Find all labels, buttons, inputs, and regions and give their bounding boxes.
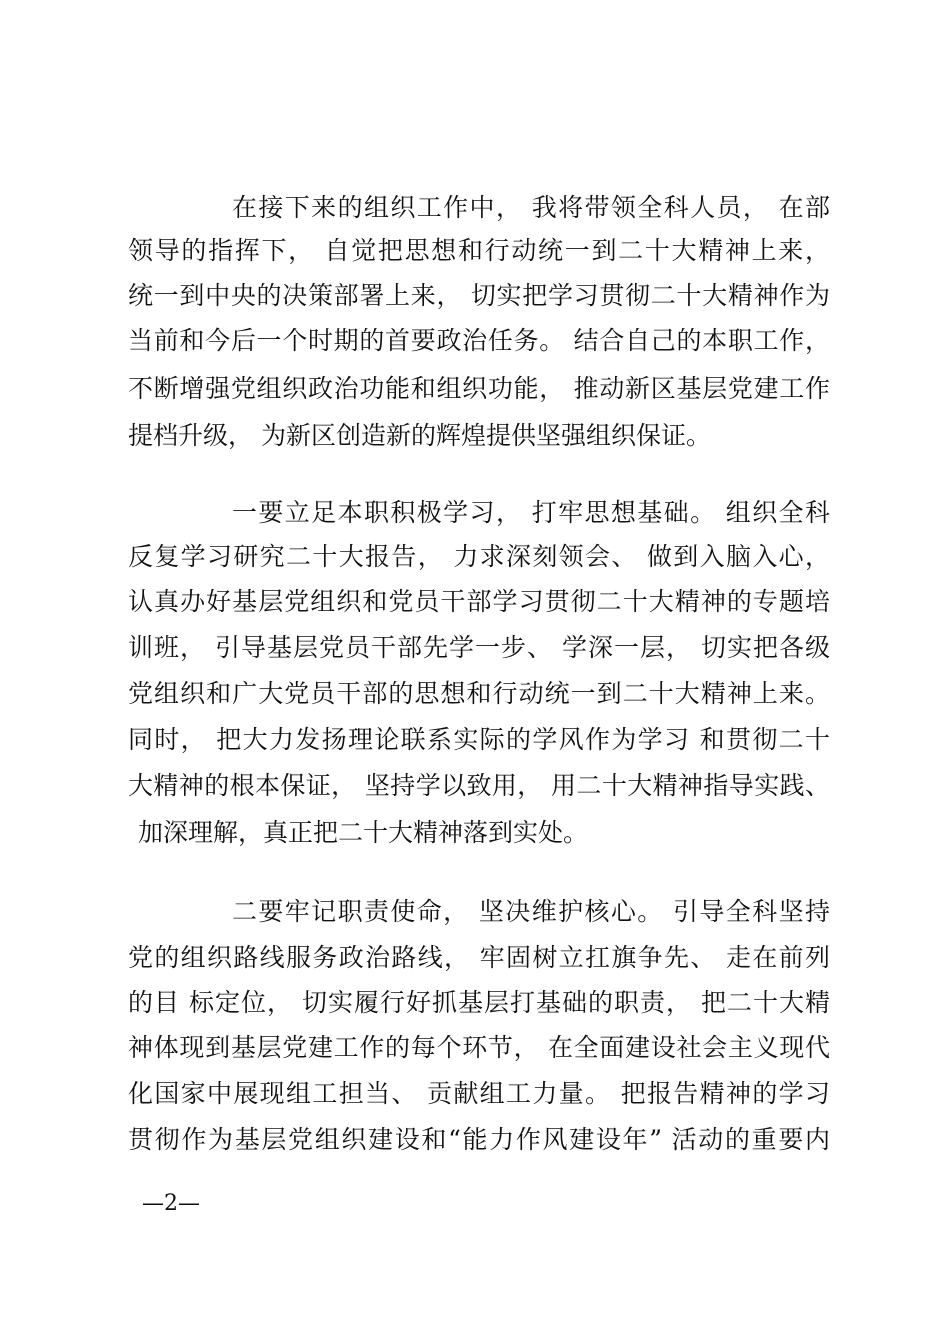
text-line: 的目 标定位， 切实履行好抓基层打基础的职责， 把二十大精 [128, 988, 830, 1017]
text-line: 贯彻作为基层党组织建设和“能力作风建设年” 活动的重要内 [128, 1125, 830, 1154]
text-line: 反复学习研究二十大报告， 力求深刻领会、 做到入脑入心， [128, 542, 830, 571]
text-line: 训班， 引导基层党员干部先学一步、 学深一层， 切实把各级 [128, 633, 830, 662]
text-line: 大精神的根本保证， 坚持学以致用， 用二十大精神指导实践、 [128, 771, 830, 800]
page-number: —2— [142, 1191, 200, 1216]
text-line: 二要牢记职责使命， 坚决维护核心。 引导全科坚持 [232, 897, 830, 926]
text-line: 党的组织路线服务政治路线， 牢固树立扛旗争先、 走在前列 [128, 943, 830, 972]
text-line: 领导的指挥下， 自觉把思想和行动统一到二十大精神上来， [128, 236, 830, 265]
text-line: 认真办好基层党组织和党员干部学习贯彻二十大精神的专题培 [128, 587, 830, 616]
text-line: 不断增强党组织政治功能和组织功能， 推动新区基层党建工作 [128, 374, 830, 403]
text-line: 同时， 把大力发扬理论联系实际的学风作为学习 和贯彻二十 [128, 725, 830, 754]
text-line: 统一到中央的决策部署上来， 切实把学习贯彻二十大精神作为 [128, 281, 830, 310]
text-line: 当前和今后一个时期的首要政治任务。 结合自己的本职工作， [128, 326, 830, 355]
text-line: 一要立足本职积极学习， 打牢思想基础。 组织全科 [232, 498, 830, 527]
text-line: 化国家中展现组工担当、 贡献组工力量。 把报告精神的学习 [128, 1079, 830, 1108]
text-line: 党组织和广大党员干部的思想和行动统一到二十大精神上来。 [128, 679, 830, 708]
text-line: 提档升级， 为新区创造新的辉煌提供坚强组织保证。 [128, 421, 711, 450]
text-line: 加深理解，真正把二十大精神落到实处。 [138, 818, 589, 847]
text-line: 神体现到基层党建工作的每个环节， 在全面建设社会主义现代 [128, 1033, 830, 1062]
text-line: 在接下来的组织工作中， 我将带领全科人员， 在部 [232, 193, 830, 222]
